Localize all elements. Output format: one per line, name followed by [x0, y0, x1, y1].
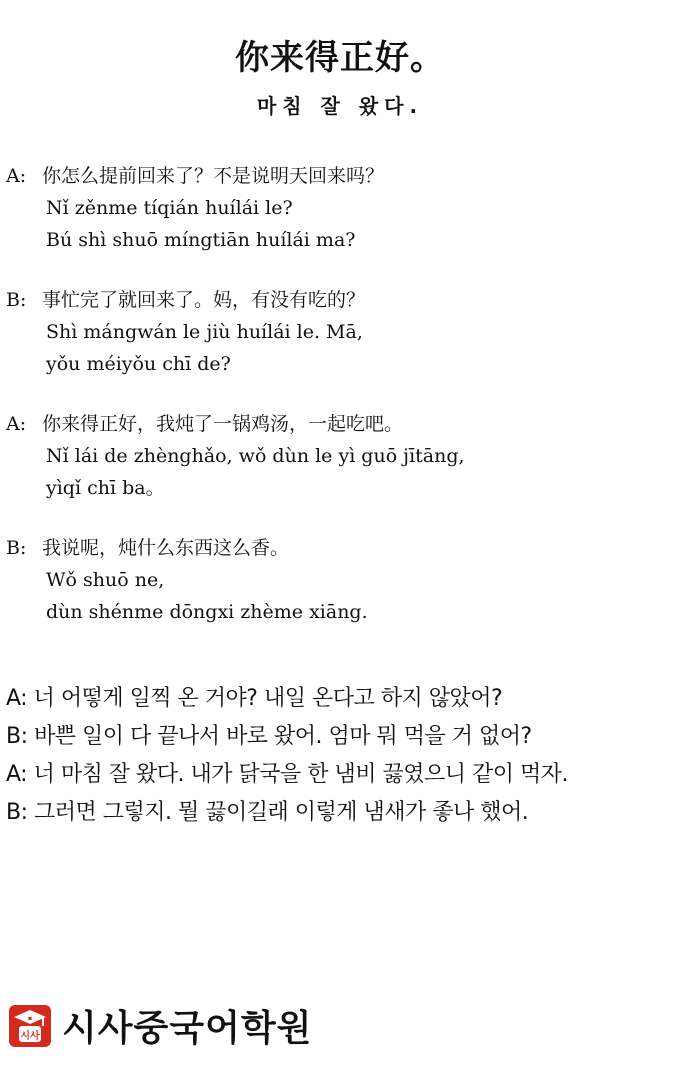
speaker-label: A:	[6, 413, 27, 435]
chinese-line: 你来得正好，我炖了一锅鸡汤，一起吃吧。	[42, 413, 404, 435]
korean-line: B: 그러면 그렇지. 뭘 끓이길래 이렇게 냄새가 좋나 했어.	[6, 800, 529, 825]
dialogue-turn	[6, 160, 666, 256]
pinyin-line: yǒu méiyǒu chī de?	[46, 353, 231, 375]
page-title-chinese: 你来得正好。	[235, 38, 445, 78]
korean-line: A: 너 마침 잘 왔다. 내가 닭국을 한 냄비 끓였으니 같이 먹자.	[6, 762, 569, 787]
pinyin-line: Shì mángwán le jiù huílái le. Mā,	[46, 321, 363, 343]
korean-line: A: 너 어떻게 일찍 온 거야? 내일 온다고 하지 않았어?	[6, 686, 503, 711]
pinyin-line: Wǒ shuō ne,	[46, 569, 165, 591]
brand-footer	[8, 1000, 312, 1051]
pinyin-line: Nǐ zěnme tíqián huílái le?	[46, 197, 293, 219]
dialogue-turn	[6, 284, 666, 380]
graduation-cap-logo-icon	[8, 1004, 52, 1048]
chinese-line: 我说呢，炖什么东西这么香。	[42, 537, 290, 559]
pinyin-line: Bú shì shuō míngtiān huílái ma?	[46, 229, 356, 251]
pinyin-line: yìqǐ chī ba。	[46, 477, 165, 499]
korean-translation	[6, 680, 676, 832]
chinese-line: 事忙完了就回来了。妈，有没有吃的？	[42, 289, 366, 311]
dialogue-section	[6, 160, 666, 656]
speaker-label: B:	[6, 289, 27, 311]
pinyin-line: dùn shénme dōngxi zhème xiāng.	[46, 601, 368, 623]
pinyin-line: Nǐ lái de zhènghǎo, wǒ dùn le yì guō jītāng,	[46, 445, 465, 467]
dialogue-turn	[6, 532, 666, 628]
chinese-line: 你怎么提前回来了？不是说明天回来吗？	[42, 165, 385, 187]
logo-text: 시사	[20, 1030, 40, 1042]
brand-name: 시사중국어학원	[62, 1008, 313, 1049]
korean-line: B: 바쁜 일이 다 끝나서 바로 왔어. 엄마 뭐 먹을 거 없어?	[6, 724, 532, 749]
page-title-korean: 마침 잘 왔다.	[256, 94, 424, 118]
speaker-label: B:	[6, 537, 27, 559]
dialogue-turn	[6, 408, 666, 504]
speaker-label: A:	[6, 165, 27, 187]
